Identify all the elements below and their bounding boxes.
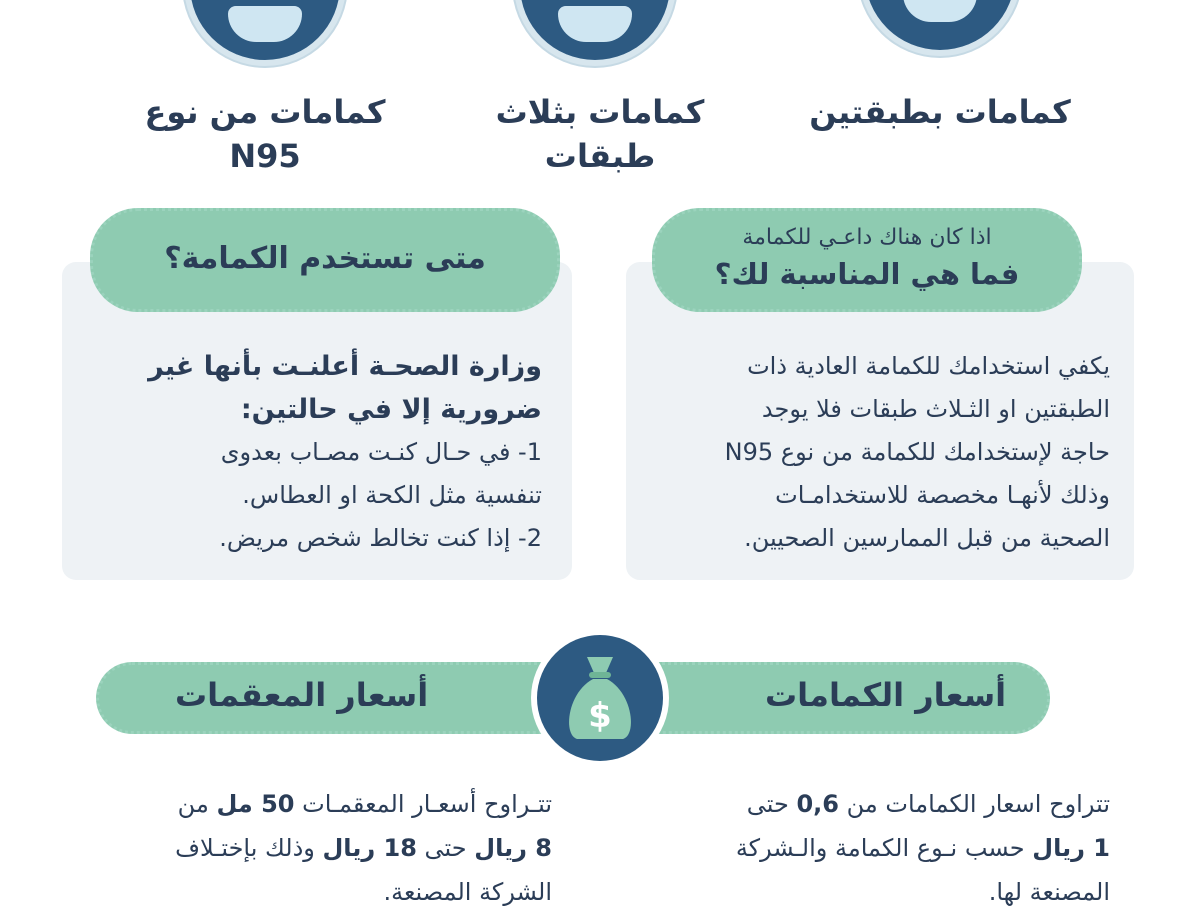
text-part: وذلك بإختـلاف bbox=[175, 834, 323, 862]
mask-title-three-layer bbox=[450, 90, 750, 178]
text-part: 8 ريال bbox=[474, 834, 552, 862]
intro-line: وزارة الصحـة أعلنـت بأنها غير bbox=[148, 351, 542, 382]
body-line: حاجة لإستخدامك للكمامة من نوع N95 bbox=[724, 438, 1110, 466]
text-part: 1 ريال bbox=[1032, 834, 1110, 862]
mask-title-n95 bbox=[115, 90, 415, 178]
masks-price-text bbox=[640, 782, 1110, 914]
two-layer-mask-icon bbox=[865, 0, 1015, 50]
body-line: الطبقتين او الثـلاث طبقات فلا يوجد bbox=[761, 395, 1110, 423]
text-part: 18 ريال bbox=[322, 834, 417, 862]
left-card-body bbox=[76, 345, 542, 560]
money-bag-icon bbox=[537, 635, 663, 761]
text-part: تتراوح اسعار الكمامات من bbox=[839, 790, 1110, 818]
right-card-header-line2: فما هي المناسبة لك؟ bbox=[714, 257, 1020, 291]
mask-title-line: كمامات بثلاث bbox=[495, 93, 705, 131]
body-line: الصحية من قبل الممارسين الصحيين. bbox=[744, 524, 1110, 552]
list-item: 2- إذا كنت تخالط شخص مريض. bbox=[219, 524, 542, 552]
mask-title-line: N95 bbox=[229, 137, 301, 175]
left-card-header-text: متى تستخدم الكمامة؟ bbox=[164, 241, 486, 276]
masks-price-label: أسعار الكمامات bbox=[765, 676, 1007, 714]
money-bag-badge bbox=[537, 635, 663, 761]
right-card-header bbox=[652, 208, 1082, 312]
text-part: تتـراوح أسعـار المعقمـات bbox=[294, 790, 552, 818]
intro-line: ضرورية إلا في حالتين: bbox=[240, 394, 542, 425]
mask-title-line: كمامات من نوع bbox=[144, 93, 386, 131]
text-part: حتى bbox=[416, 834, 475, 862]
text-part: حتى bbox=[746, 790, 797, 818]
text-part: من bbox=[177, 790, 217, 818]
n95-mask-icon bbox=[190, 0, 340, 60]
sanitizers-price-text bbox=[72, 782, 552, 914]
dollar-sign: $ bbox=[588, 696, 612, 736]
list-item: تنفسية مثل الكحة او العطاس. bbox=[242, 481, 542, 509]
three-layer-mask-icon bbox=[520, 0, 670, 60]
left-card-header bbox=[90, 208, 560, 312]
text-part: 50 مل bbox=[216, 790, 295, 818]
list-item: 1- في حـال كنـت مصـاب بعدوى bbox=[220, 438, 542, 466]
right-card-body bbox=[640, 345, 1110, 560]
text-part: الشركة المصنعة. bbox=[383, 878, 552, 906]
sanitizers-price-label: أسعار المعقمات bbox=[175, 676, 429, 714]
text-part: حسب نـوع الكمامة والـشركة bbox=[735, 834, 1033, 862]
right-card-header-line1: اذا كان هناك داعـي للكمامة bbox=[742, 225, 992, 250]
body-line: وذلك لأنهـا مخصصة للاستخدامـات bbox=[775, 481, 1110, 509]
mask-title-two-layer: كمامات بطبقتين bbox=[809, 93, 1071, 131]
body-line: يكفي استخدامك للكمامة العادية ذات bbox=[747, 352, 1110, 380]
mask-title-line: طبقات bbox=[544, 137, 656, 175]
text-part: 0,6 bbox=[796, 790, 839, 818]
text-part: المصنعة لها. bbox=[988, 878, 1110, 906]
